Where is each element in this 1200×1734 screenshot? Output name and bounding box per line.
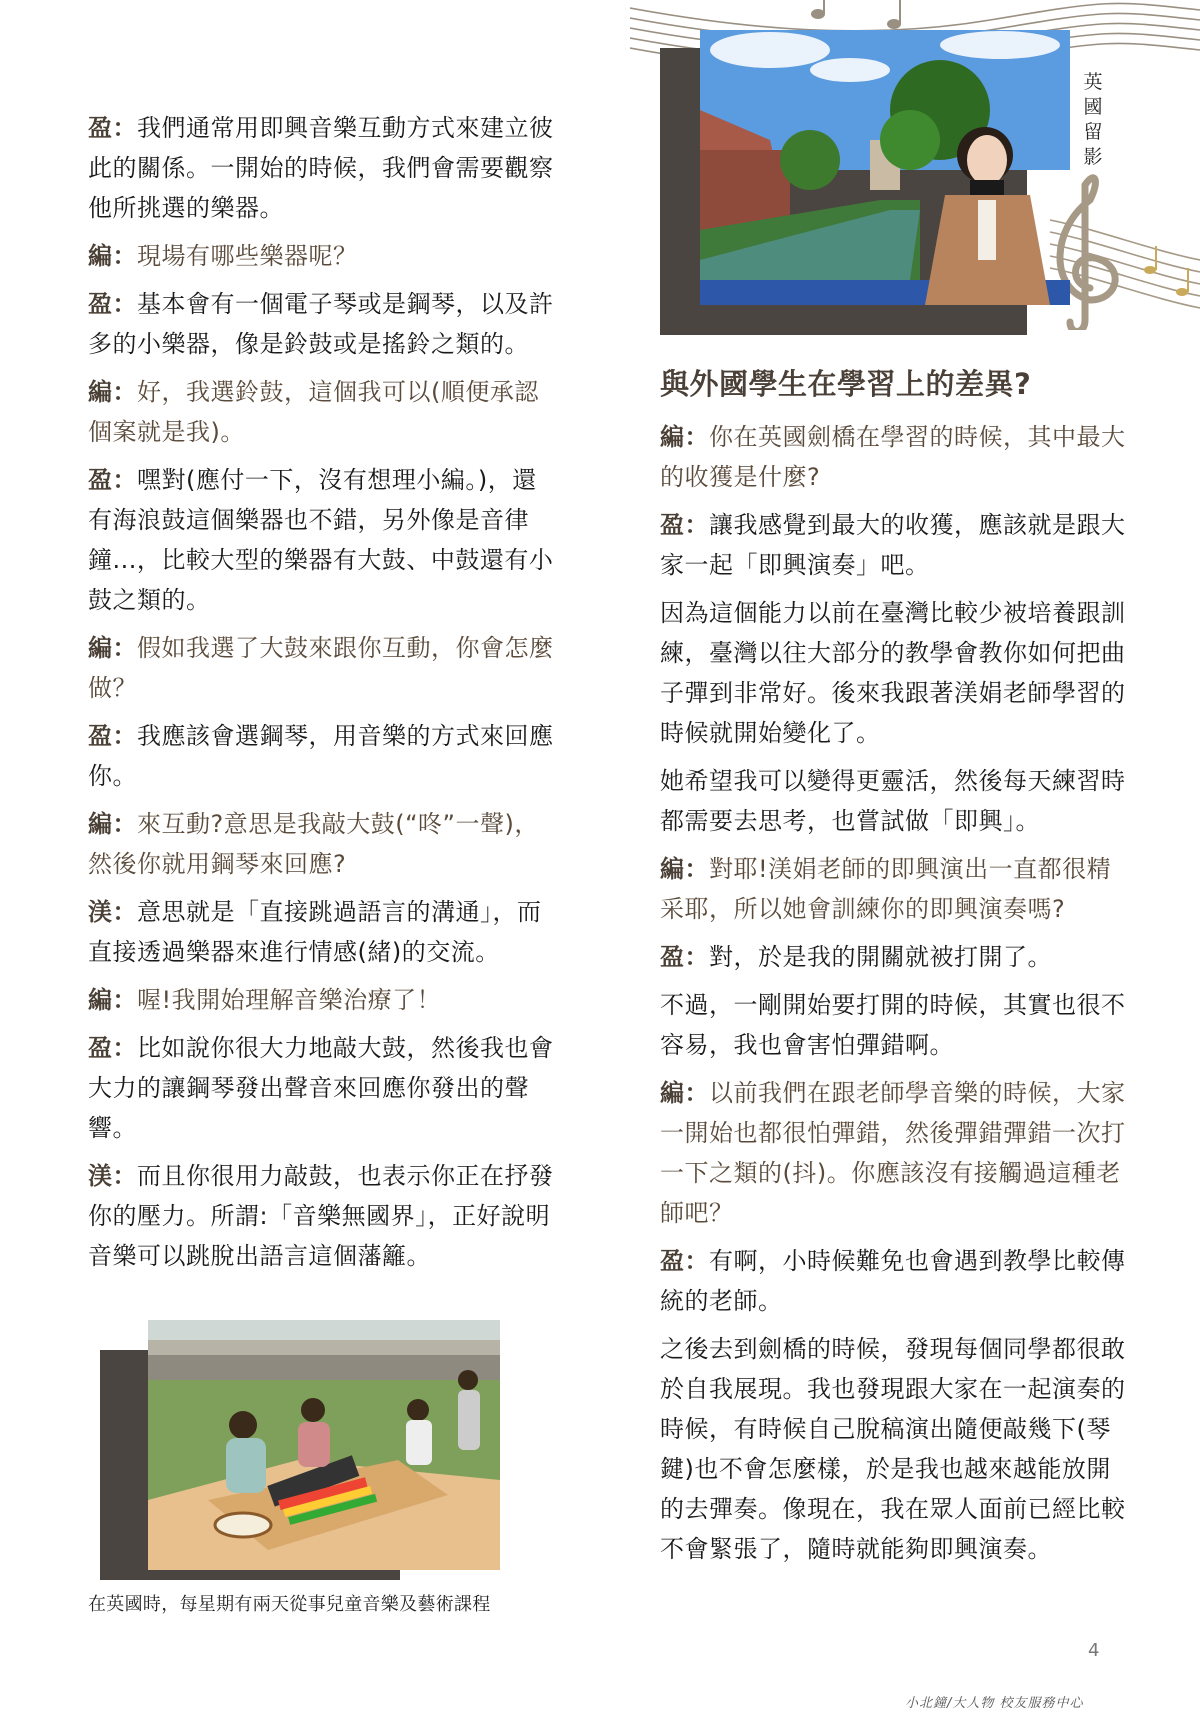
section-heading: 與外國學生在學習上的差異?: [660, 367, 1032, 401]
dialogue-paragraph: [660, 1241, 1130, 1321]
speaker-separator: ：: [112, 898, 137, 926]
speaker-separator: ：: [112, 986, 137, 1014]
dialogue-text: 現場有哪些樂器呢？: [137, 242, 358, 270]
dialogue-text: 嘿對(應付一下，沒有想理小編。)，還有海浪鼓這個樂器也不錯，另外像是音律鐘...，比較大型的樂器有大鼓、中鼓還有小鼓之類的。: [88, 466, 554, 614]
speaker-label: 盈: [660, 511, 685, 539]
dialogue-paragraph: [88, 628, 558, 708]
speaker-separator: ：: [112, 1162, 137, 1190]
dialogue-paragraph: [660, 505, 1130, 585]
speaker-label: 盈: [88, 1034, 113, 1062]
speaker-label: 編: [88, 242, 113, 270]
dialogue-paragraph: [660, 1073, 1130, 1233]
dialogue-text: 我們通常用即興音樂互動方式來建立彼此的關係。一開始的時候，我們會需要觀察他所挑選的樂器。: [88, 114, 554, 222]
speaker-separator: ：: [112, 1034, 137, 1062]
speaker-label: 編: [660, 423, 685, 451]
dialogue-text: 之後去到劍橋的時候，發現每個同學都很敢於自我展現。我也發現跟大家在一起演奏的時候，有時候自己脫稿演出隨便敲幾下(琴鍵)也不會怎麼樣，於是我也越來越能放開的去彈奏。像現在，我在眾人面前已經比較不會緊張了，隨時就能夠即興演奏。: [660, 1335, 1126, 1563]
speaker-separator: ：: [684, 1247, 709, 1275]
uk-portrait-photo-block: [660, 30, 1070, 335]
speaker-label: 盈: [88, 290, 113, 318]
right-column-body: [660, 417, 1130, 1569]
photo-caption-vertical: 英國留影: [1083, 71, 1103, 168]
dialogue-text: 讓我感覺到最大的收獲，應該就是跟大家一起「即興演奏」吧。: [660, 511, 1126, 579]
speaker-label: 盈: [660, 1247, 685, 1275]
uk-portrait-photo: [700, 30, 1070, 305]
dialogue-text: 而且你很用力敲鼓，也表示你正在抒發你的壓力。所謂:「音樂無國界」，正好說明音樂可以跳脫出語言這個藩籬。: [88, 1162, 554, 1270]
dialogue-text: 意思就是「直接跳過語言的溝通」，而直接透過樂器來進行情感(緒)的交流。: [88, 898, 542, 966]
dialogue-text: 假如我選了大鼓來跟你互動，你會怎麼做？: [88, 634, 554, 702]
dialogue-paragraph: [660, 417, 1130, 497]
dialogue-paragraph: [88, 716, 558, 796]
dialogue-paragraph: [88, 804, 558, 884]
speaker-label: 盈: [88, 722, 113, 750]
dialogue-paragraph: [660, 761, 1130, 841]
speaker-separator: ：: [112, 810, 137, 838]
dialogue-text: 來互動?意思是我敲大鼓(“咚”一聲)，然後你就用鋼琴來回應?: [88, 810, 539, 878]
speaker-separator: ：: [684, 1079, 709, 1107]
photo-caption: 在英國時，每星期有兩天從事兒童音樂及藝術課程: [88, 1594, 491, 1615]
dialogue-paragraph: [88, 1028, 558, 1148]
speaker-separator: ：: [112, 242, 137, 270]
dialogue-text: 對，於是我的開關就被打開了。: [709, 943, 1052, 971]
speaker-label: 渼: [88, 898, 113, 926]
dialogue-paragraph: [660, 985, 1130, 1065]
dialogue-text: 基本會有一個電子琴或是鋼琴，以及許多的小樂器，像是鈴鼓或是搖鈴之類的。: [88, 290, 554, 358]
dialogue-text: 以前我們在跟老師學音樂的時候，大家一開始也都很怕彈錯，然後彈錯彈錯一次打一下之類的(抖)。你應該沒有接觸過這種老師吧？: [660, 1079, 1126, 1227]
dialogue-text: 你在英國劍橋在學習的時候，其中最大的收獲是什麼?: [660, 423, 1126, 491]
speaker-label: 編: [660, 1079, 685, 1107]
speaker-separator: ：: [684, 511, 709, 539]
dialogue-text: 喔!我開始理解音樂治療了！: [137, 986, 442, 1014]
right-column: [660, 362, 1130, 1577]
speaker-separator: ：: [684, 943, 709, 971]
dialogue-text: 不過，一剛開始要打開的時候，其實也很不容易，我也會害怕彈錯啊。: [660, 991, 1126, 1059]
dialogue-paragraph: [660, 1329, 1130, 1569]
speaker-separator: ：: [684, 855, 709, 883]
dialogue-paragraph: [88, 372, 558, 452]
dialogue-text: 因為這個能力以前在臺灣比較少被培養跟訓練，臺灣以往大部分的教學會教你如何把曲子彈到非常好。後來我跟著渼娟老師學習的時候就開始變化了。: [660, 599, 1126, 747]
speaker-separator: ：: [112, 722, 137, 750]
speaker-label: 編: [88, 378, 113, 406]
speaker-separator: ：: [112, 634, 137, 662]
speaker-separator: ：: [112, 114, 137, 142]
dialogue-text: 她希望我可以變得更靈活，然後每天練習時都需要去思考，也嘗試做「即興」。: [660, 767, 1126, 835]
dialogue-paragraph: [660, 937, 1130, 977]
speaker-separator: ：: [112, 378, 137, 406]
speaker-label: 盈: [660, 943, 685, 971]
speaker-label: 渼: [88, 1162, 113, 1190]
children-music-class-photo-block: [100, 1350, 500, 1580]
dialogue-text: 好，我選鈴鼓，這個我可以(順便承認個案就是我)。: [88, 378, 539, 446]
speaker-label: 盈: [88, 466, 113, 494]
dialogue-text: 我應該會選鋼琴，用音樂的方式來回應你。: [88, 722, 554, 790]
dialogue-paragraph: [88, 284, 558, 364]
dialogue-paragraph: [88, 236, 558, 276]
speaker-label: 編: [88, 810, 113, 838]
page-footer: 小北鐘/大人物 校友服務中心: [905, 1696, 1084, 1711]
dialogue-text: 比如說你很大力地敲大鼓，然後我也會大力的讓鋼琴發出聲音來回應你發出的聲響。: [88, 1034, 554, 1142]
speaker-separator: ：: [112, 290, 137, 318]
dialogue-paragraph: [88, 108, 558, 228]
speaker-label: 編: [88, 634, 113, 662]
dialogue-paragraph: [88, 460, 558, 620]
dialogue-text: 有啊，小時候難免也會遇到教學比較傳統的老師。: [660, 1247, 1126, 1315]
speaker-label: 盈: [88, 114, 113, 142]
speaker-label: 編: [88, 986, 113, 1014]
dialogue-paragraph: [88, 892, 558, 972]
dialogue-paragraph: [88, 980, 558, 1020]
dialogue-paragraph: [660, 593, 1130, 753]
dialogue-paragraph: [660, 849, 1130, 929]
page-number: 4: [1088, 1640, 1100, 1661]
left-column: [88, 108, 558, 1284]
speaker-separator: ：: [112, 466, 137, 494]
dialogue-text: 對耶!渼娟老師的即興演出一直都很精采耶，所以她會訓練你的即興演奏嗎?: [660, 855, 1112, 923]
speaker-label: 編: [660, 855, 685, 883]
dialogue-paragraph: [88, 1156, 558, 1276]
speaker-separator: ：: [684, 423, 709, 451]
children-music-class-photo: [148, 1320, 500, 1570]
